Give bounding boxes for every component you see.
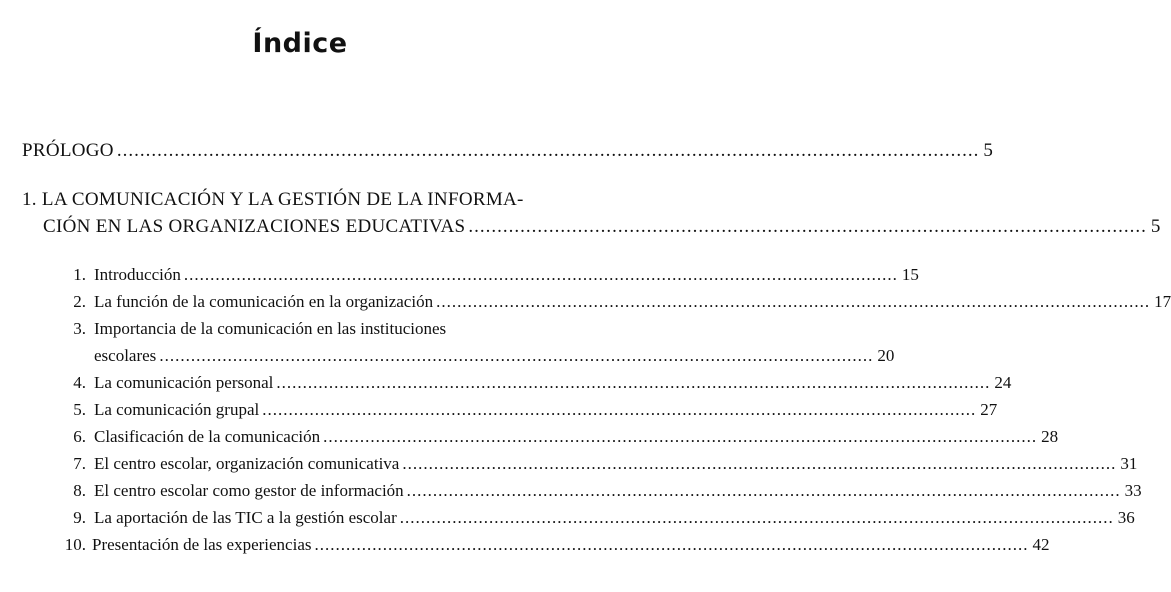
toc-chapter-line2[interactable] (43, 216, 1161, 238)
section-page: 36 (1117, 508, 1135, 527)
toc-entry-page: 5 (983, 140, 994, 161)
dot-leader: ........................................................................................................................................ (262, 400, 977, 419)
section-title: La función de la comunicación en la organización (94, 292, 434, 311)
toc-section-1[interactable] (62, 265, 919, 285)
dot-leader: ........................................................................................................................................ (402, 454, 1117, 473)
toc-entry-label: PRÓLOGO (22, 140, 114, 161)
section-title: La comunicación grupal (94, 400, 260, 419)
section-page: 33 (1124, 481, 1142, 500)
dot-leader: ........................................................................................................................................ (183, 265, 898, 284)
toc-section-10[interactable] (62, 535, 1050, 555)
dot-leader: ...................................................................................................................... (468, 216, 1147, 237)
section-title: El centro escolar como gestor de información (94, 481, 404, 500)
chapter-number: 1. (22, 189, 37, 210)
chapter-title-line1: LA COMUNICACIÓN Y LA GESTIÓN DE LA INFORMA- (41, 189, 524, 210)
section-title: Introducción (94, 265, 181, 284)
dot-leader: ........................................................................................................................................ (436, 292, 1151, 311)
chapter-title-line2: CIÓN EN LAS ORGANIZACIONES EDUCATIVAS (43, 216, 466, 237)
page-title: Índice (252, 28, 348, 59)
section-number: 9. (73, 508, 86, 527)
dot-leader: ........................................................................................................................................ (406, 481, 1121, 500)
dot-leader: ...................................................................................................................................................... (116, 140, 980, 161)
section-title: Presentación de las experiencias (92, 535, 312, 554)
dot-leader: ........................................................................................................................................ (159, 346, 874, 365)
section-page: 27 (980, 400, 998, 419)
section-page: 15 (901, 265, 919, 284)
section-number: 3. (73, 319, 86, 338)
chapter-page: 5 (1150, 216, 1161, 237)
section-title: La comunicación personal (94, 373, 274, 392)
section-number: 8. (73, 481, 86, 500)
toc-section-9[interactable] (62, 508, 1135, 528)
section-number: 4. (73, 373, 86, 392)
dot-leader: ........................................................................................................................................ (399, 508, 1114, 527)
dot-leader: ........................................................................................................................................ (276, 373, 991, 392)
section-page: 31 (1120, 454, 1138, 473)
toc-entry-prologue[interactable] (22, 140, 994, 162)
section-page: 20 (877, 346, 895, 365)
section-number: 2. (73, 292, 86, 311)
dot-leader: ........................................................................................................................................ (323, 427, 1038, 446)
section-title: El centro escolar, organización comunicativa (94, 454, 400, 473)
section-number: 10. (64, 535, 86, 554)
toc-section-7[interactable] (62, 454, 1138, 474)
toc-section-3-line1[interactable] (62, 319, 446, 339)
section-page: 28 (1041, 427, 1059, 446)
toc-section-6[interactable] (62, 427, 1059, 447)
section-page: 17 (1154, 292, 1171, 311)
toc-section-5[interactable] (62, 400, 998, 420)
toc-section-4[interactable] (62, 373, 1012, 393)
section-number: 1. (73, 265, 86, 284)
toc-chapter-line1[interactable] (22, 189, 524, 211)
section-number: 6. (73, 427, 86, 446)
toc-section-8[interactable] (62, 481, 1142, 501)
toc-section-2[interactable] (62, 292, 1171, 312)
toc-section-3-line2[interactable] (94, 346, 895, 366)
section-title: La aportación de las TIC a la gestión escolar (94, 508, 397, 527)
section-page: 42 (1032, 535, 1050, 554)
section-number: 7. (73, 454, 86, 473)
section-title-cont: escolares (94, 346, 157, 365)
section-title: Importancia de la comunicación en las instituciones (94, 319, 447, 338)
dot-leader: ........................................................................................................................................ (314, 535, 1029, 554)
section-number: 5. (73, 400, 86, 419)
section-page: 24 (994, 373, 1012, 392)
section-title: Clasificación de la comunicación (94, 427, 321, 446)
